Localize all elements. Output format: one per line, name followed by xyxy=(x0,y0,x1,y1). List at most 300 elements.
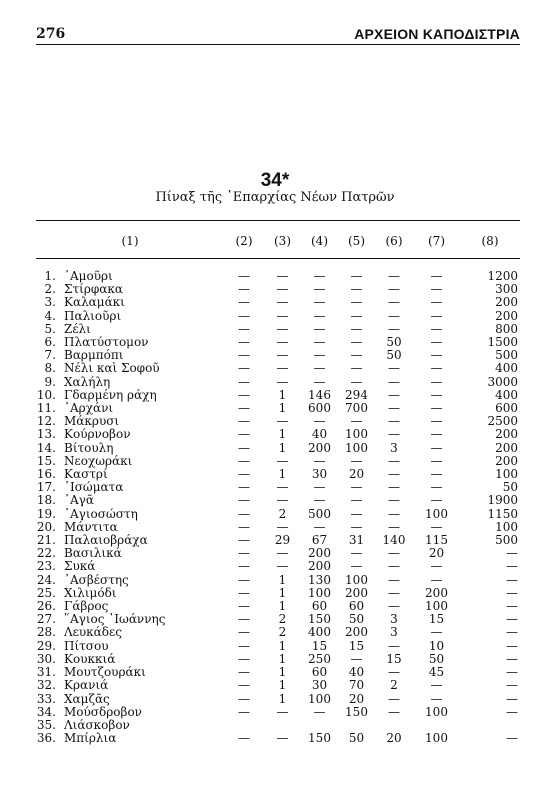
cell-col-4: 30 xyxy=(311,468,328,482)
cell-col-5: — xyxy=(350,494,363,508)
cell-col-3: 1 xyxy=(278,388,287,402)
cell-col-2: — xyxy=(238,520,250,534)
row-number: 36. xyxy=(36,732,56,746)
village-name: Βαρμπόπι xyxy=(64,349,124,363)
column-header-7: (7) xyxy=(428,234,445,248)
cell-col-3: — xyxy=(276,362,289,376)
cell-col-3: — xyxy=(276,309,289,323)
row-number: 18. xyxy=(36,494,56,508)
village-name: Νεοχωράκι xyxy=(64,454,133,468)
cell-col-7: — xyxy=(430,454,443,468)
row-number: 21. xyxy=(36,534,56,548)
header-rule xyxy=(36,44,520,45)
cell-col-2: — xyxy=(238,679,250,693)
cell-col-4: — xyxy=(313,375,326,389)
row-number: 35. xyxy=(36,718,56,732)
cell-col-3: — xyxy=(276,494,289,508)
table-row xyxy=(36,481,520,494)
cell-col-6: — xyxy=(388,428,400,442)
column-header-5: (5) xyxy=(348,234,365,248)
cell-col-7: 100 xyxy=(425,705,448,719)
table-row xyxy=(36,600,520,613)
table-row xyxy=(36,679,520,692)
cell-col-4: 60 xyxy=(311,600,328,614)
cell-col-8: — xyxy=(506,600,518,614)
village-name: Στίρφακα xyxy=(64,283,123,297)
row-number: 33. xyxy=(36,692,56,706)
village-name: Κουκκιά xyxy=(64,652,116,666)
cell-col-4: 100 xyxy=(308,586,331,600)
cell-col-5: 700 xyxy=(345,402,368,416)
village-name: Καστρί xyxy=(64,468,108,482)
cell-col-8: — xyxy=(506,652,518,666)
village-name: ᾿Ισώματα xyxy=(64,481,124,495)
cell-col-8: — xyxy=(506,613,518,627)
cell-col-3: 1 xyxy=(278,666,287,680)
row-number: 20. xyxy=(36,520,56,534)
cell-col-7: — xyxy=(430,573,443,587)
village-name: Κούρνοβον xyxy=(64,428,131,442)
cell-col-2: — xyxy=(238,349,250,363)
table-row xyxy=(36,521,520,534)
cell-col-2: — xyxy=(238,613,250,627)
cell-col-4: 15 xyxy=(311,639,328,653)
cell-col-6: 15 xyxy=(386,652,402,666)
cell-col-7: — xyxy=(430,309,443,323)
village-name: Λιάσκοβον xyxy=(64,718,130,732)
cell-col-4: 200 xyxy=(308,441,331,455)
cell-col-2: — xyxy=(238,336,250,350)
cell-col-3: 1 xyxy=(278,600,287,614)
cell-col-4: — xyxy=(313,270,326,283)
cell-col-3: — xyxy=(276,481,289,495)
cell-col-4: 600 xyxy=(308,402,331,416)
village-name: Μάκρυσι xyxy=(64,415,120,429)
cell-col-5: — xyxy=(350,520,363,534)
cell-col-2: — xyxy=(238,573,250,587)
column-header-3: (3) xyxy=(274,234,291,248)
cell-col-4: 130 xyxy=(308,573,331,587)
row-number: 17. xyxy=(36,481,56,495)
cell-col-2: — xyxy=(238,415,250,429)
cell-col-5: 294 xyxy=(345,388,368,402)
cell-col-8: — xyxy=(506,560,518,574)
cell-col-8: — xyxy=(506,573,518,587)
cell-col-6: 3 xyxy=(390,613,398,627)
row-number: 25. xyxy=(36,586,56,600)
cell-col-6: — xyxy=(388,520,400,534)
table-row xyxy=(36,574,520,587)
cell-col-3: — xyxy=(276,547,289,561)
cell-col-2: — xyxy=(238,388,250,402)
cell-col-7: — xyxy=(430,322,443,336)
village-name: Μπίρλια xyxy=(64,732,117,746)
cell-col-3 xyxy=(264,719,301,732)
cell-col-7: 115 xyxy=(425,534,448,548)
cell-col-3: — xyxy=(276,349,289,363)
cell-col-4: 400 xyxy=(308,626,331,640)
cell-col-8: 100 xyxy=(495,468,518,482)
cell-col-5: — xyxy=(350,336,363,350)
cell-col-3: — xyxy=(276,296,289,310)
cell-col-8: 3000 xyxy=(487,375,518,389)
cell-col-5: 15 xyxy=(348,639,365,653)
cell-col-3: 1 xyxy=(278,428,287,442)
cell-col-7: — xyxy=(430,441,443,455)
cell-col-4: — xyxy=(313,296,326,310)
cell-col-4: — xyxy=(313,520,326,534)
village-name: Μούσδροβον xyxy=(64,705,142,719)
cell-col-5: 70 xyxy=(348,679,365,693)
cell-col-5: — xyxy=(350,270,363,283)
cell-col-6: — xyxy=(388,494,400,508)
table-row xyxy=(36,626,520,639)
table-row xyxy=(36,283,520,296)
cell-col-6: — xyxy=(388,296,400,310)
cell-col-5: — xyxy=(350,481,363,495)
cell-col-8: 400 xyxy=(495,362,518,376)
cell-col-8: — xyxy=(506,586,518,600)
cell-col-3: — xyxy=(276,520,289,534)
cell-col-7: — xyxy=(430,270,443,283)
cell-col-6: — xyxy=(388,560,400,574)
cell-col-2: — xyxy=(238,534,250,548)
cell-col-5: 50 xyxy=(348,732,365,746)
row-number: 14. xyxy=(36,441,56,455)
cell-col-4: — xyxy=(313,336,326,350)
cell-col-6: — xyxy=(388,322,400,336)
row-number: 3. xyxy=(44,296,56,310)
table-row xyxy=(36,494,520,507)
cell-col-8: 1200 xyxy=(487,270,518,283)
cell-col-6: — xyxy=(388,388,400,402)
cell-col-8: — xyxy=(506,639,518,653)
row-number: 30. xyxy=(36,652,56,666)
cell-col-2: — xyxy=(238,705,250,719)
cell-col-2: — xyxy=(238,283,250,297)
cell-col-2: — xyxy=(238,428,250,442)
cell-col-2: — xyxy=(238,362,250,376)
table-row xyxy=(36,706,520,719)
village-name: Συκά xyxy=(64,560,96,574)
cell-col-7: 200 xyxy=(425,586,448,600)
cell-col-4: — xyxy=(313,349,326,363)
cell-col-6: — xyxy=(388,375,400,389)
document-title: Πίναξ τῆς ᾿Επαρχίας Νέων Πατρῶν xyxy=(155,190,395,205)
cell-col-2: — xyxy=(238,652,250,666)
row-number: 9. xyxy=(44,375,56,389)
cell-col-7 xyxy=(413,719,460,732)
cell-col-4: 500 xyxy=(308,507,331,521)
table-row xyxy=(36,323,520,336)
cell-col-4: — xyxy=(313,283,326,297)
row-number: 15. xyxy=(36,454,56,468)
village-name: Παλιοῦρι xyxy=(64,309,122,323)
cell-col-6: 3 xyxy=(390,441,398,455)
table-row xyxy=(36,547,520,560)
cell-col-7: — xyxy=(430,468,443,482)
table-row xyxy=(36,508,520,521)
cell-col-4: — xyxy=(313,322,326,336)
cell-col-7: 20 xyxy=(428,547,445,561)
cell-col-2: — xyxy=(238,296,250,310)
cell-col-7: — xyxy=(430,296,443,310)
cell-col-2: — xyxy=(238,586,250,600)
table-header-row xyxy=(36,226,520,256)
running-head: ΑΡΧΕΙΟΝ ΚΑΠΟΔΙΣΤΡΙΑ xyxy=(354,26,520,42)
cell-col-2: — xyxy=(238,441,250,455)
cell-col-8: 50 xyxy=(502,481,518,495)
table-row xyxy=(36,402,520,415)
row-number: 12. xyxy=(36,415,56,429)
page-number: 276 xyxy=(36,26,66,42)
cell-col-6: — xyxy=(388,283,400,297)
table-row xyxy=(36,732,520,745)
cell-col-8: 1900 xyxy=(487,494,518,508)
table-row xyxy=(36,389,520,402)
cell-col-7: — xyxy=(430,349,443,363)
cell-col-4: 200 xyxy=(308,560,331,574)
cell-col-5: — xyxy=(350,415,363,429)
cell-col-7: — xyxy=(430,626,443,640)
cell-col-6: — xyxy=(388,586,400,600)
cell-col-7: — xyxy=(430,692,443,706)
cell-col-6: — xyxy=(388,270,400,283)
cell-col-2: — xyxy=(238,322,250,336)
cell-col-7: — xyxy=(430,560,443,574)
cell-col-6: — xyxy=(388,481,400,495)
cell-col-4: 150 xyxy=(308,613,331,627)
cell-col-7: — xyxy=(430,402,443,416)
cell-col-6: — xyxy=(388,705,400,719)
row-number: 32. xyxy=(36,679,56,693)
cell-col-8 xyxy=(460,719,520,732)
cell-col-8: 200 xyxy=(495,296,518,310)
table-top-rule xyxy=(36,220,520,221)
cell-col-6: — xyxy=(388,547,400,561)
cell-col-3: — xyxy=(276,375,289,389)
village-name: ῞Αγιος ᾿Ιωάννης xyxy=(64,613,166,627)
cell-col-8: 600 xyxy=(495,402,518,416)
cell-col-3: 2 xyxy=(278,626,287,640)
document-number: 34* xyxy=(260,170,290,191)
cell-col-5: — xyxy=(350,296,363,310)
cell-col-6: — xyxy=(388,362,400,376)
cell-col-5: 100 xyxy=(345,428,368,442)
cell-col-8: 200 xyxy=(495,441,518,455)
cell-col-4: 200 xyxy=(308,547,331,561)
cell-col-5: — xyxy=(350,560,363,574)
row-number: 26. xyxy=(36,600,56,614)
village-name: Παλαιοβράχα xyxy=(64,534,148,548)
cell-col-8: — xyxy=(506,679,518,693)
cell-col-7: 10 xyxy=(428,639,445,653)
cell-col-8: 200 xyxy=(495,428,518,442)
cell-col-4: — xyxy=(313,415,326,429)
cell-col-3: — xyxy=(276,415,289,429)
cell-col-8: 2500 xyxy=(487,415,518,429)
row-number: 13. xyxy=(36,428,56,442)
cell-col-2: — xyxy=(238,507,250,521)
row-number: 6. xyxy=(44,336,56,350)
row-number: 22. xyxy=(36,547,56,561)
table-row xyxy=(36,640,520,653)
cell-col-6: — xyxy=(388,468,400,482)
table-row xyxy=(36,336,520,349)
row-number: 16. xyxy=(36,468,56,482)
cell-col-5: — xyxy=(350,375,363,389)
row-number: 19. xyxy=(36,507,56,521)
village-name: ᾿Αγᾶ xyxy=(64,494,94,508)
village-name: ᾿Ασβέστης xyxy=(64,573,129,587)
cell-col-3: 2 xyxy=(278,507,287,521)
table-row xyxy=(36,587,520,600)
cell-col-8: 800 xyxy=(495,322,518,336)
cell-col-7: — xyxy=(430,679,443,693)
village-name: Χιλιμόδι xyxy=(64,586,117,600)
village-name: Νέλι καὶ Σοφοῦ xyxy=(64,362,160,376)
row-number: 29. xyxy=(36,639,56,653)
cell-col-3: — xyxy=(276,705,289,719)
cell-col-5: 100 xyxy=(345,441,368,455)
village-name: Κρανιά xyxy=(64,679,109,693)
cell-col-6: — xyxy=(388,692,400,706)
cell-col-7: — xyxy=(430,415,443,429)
cell-col-5: — xyxy=(350,322,363,336)
cell-col-4: 250 xyxy=(308,652,331,666)
cell-col-5: — xyxy=(350,547,363,561)
cell-col-5 xyxy=(338,719,375,732)
cell-col-2 xyxy=(224,719,264,732)
cell-col-2: — xyxy=(238,547,250,561)
village-name: Λευκάδες xyxy=(64,626,122,640)
row-number: 8. xyxy=(44,362,56,376)
cell-col-8: 200 xyxy=(495,309,518,323)
cell-col-8: 200 xyxy=(495,454,518,468)
column-header-8: (8) xyxy=(481,234,499,248)
cell-col-5: 50 xyxy=(348,613,365,627)
cell-col-4: — xyxy=(313,705,326,719)
village-name: Χαμζᾶς xyxy=(64,692,110,706)
cell-col-4: 146 xyxy=(308,388,331,402)
cell-col-6: — xyxy=(388,309,400,323)
table-row xyxy=(36,310,520,323)
cell-col-4 xyxy=(301,719,338,732)
column-header-1: (1) xyxy=(121,234,139,248)
village-name: Γάβρος xyxy=(64,600,109,614)
cell-col-2: — xyxy=(238,454,250,468)
cell-col-7: — xyxy=(430,428,443,442)
cell-col-4: — xyxy=(313,309,326,323)
cell-col-5: — xyxy=(350,283,363,297)
cell-col-4: 150 xyxy=(308,732,331,746)
row-number: 27. xyxy=(36,613,56,627)
cell-col-5: 20 xyxy=(348,468,365,482)
cell-col-5: 20 xyxy=(348,692,365,706)
cell-col-6: 2 xyxy=(390,679,398,693)
table-row xyxy=(36,693,520,706)
cell-col-7: — xyxy=(430,481,443,495)
province-table xyxy=(36,226,520,745)
row-number: 4. xyxy=(44,309,56,323)
table-body xyxy=(36,270,520,745)
row-number: 28. xyxy=(36,626,56,640)
cell-col-7: — xyxy=(430,388,443,402)
row-number: 5. xyxy=(44,322,56,336)
village-name: Πίτσου xyxy=(64,639,109,653)
cell-col-2: — xyxy=(238,481,250,495)
cell-col-8: — xyxy=(506,666,518,680)
cell-col-6: — xyxy=(388,415,400,429)
cell-col-6: 50 xyxy=(386,349,402,363)
cell-col-2: — xyxy=(238,375,250,389)
row-number: 31. xyxy=(36,666,56,680)
column-header-6: (6) xyxy=(385,234,403,248)
table-row xyxy=(36,455,520,468)
cell-col-4: 60 xyxy=(311,666,328,680)
cell-col-4: 40 xyxy=(311,428,328,442)
cell-col-6: — xyxy=(388,639,400,653)
cell-col-5: 31 xyxy=(348,534,365,548)
column-header-2: (2) xyxy=(235,234,253,248)
village-name: ᾿Αρχάνι xyxy=(64,402,114,416)
cell-col-8: — xyxy=(506,547,518,561)
table-row xyxy=(36,442,520,455)
cell-col-6: — xyxy=(388,454,400,468)
cell-col-7: 45 xyxy=(428,666,445,680)
cell-col-8: 500 xyxy=(495,349,518,363)
village-name: Πλατύστομον xyxy=(64,336,149,350)
cell-col-3: 1 xyxy=(278,679,287,693)
cell-col-3: — xyxy=(276,322,289,336)
cell-col-6: — xyxy=(388,666,400,680)
row-number: 2. xyxy=(44,283,56,297)
cell-col-3: — xyxy=(276,336,289,350)
row-number: 34. xyxy=(36,705,56,719)
cell-col-2: — xyxy=(238,560,250,574)
table-row xyxy=(36,719,520,732)
cell-col-7: — xyxy=(430,494,443,508)
table-row xyxy=(36,296,520,309)
cell-col-6: 50 xyxy=(386,336,402,350)
village-name: Καλαμάκι xyxy=(64,296,125,310)
cell-col-5: — xyxy=(350,652,363,666)
table-row xyxy=(36,653,520,666)
table-row xyxy=(36,428,520,441)
cell-col-2: — xyxy=(238,270,250,283)
cell-col-3: 1 xyxy=(278,692,287,706)
cell-col-7: — xyxy=(430,375,443,389)
table-row xyxy=(36,270,520,283)
cell-col-6: — xyxy=(388,600,400,614)
table-row xyxy=(36,560,520,573)
village-name: Μάντιτα xyxy=(64,520,118,534)
village-name: Χαλήλη xyxy=(64,375,111,389)
table-row xyxy=(36,468,520,481)
cell-col-2: — xyxy=(238,732,250,746)
cell-col-8: 500 xyxy=(495,534,518,548)
cell-col-2: — xyxy=(238,666,250,680)
village-name: Μουτζουράκι xyxy=(64,666,146,680)
cell-col-2: — xyxy=(238,309,250,323)
cell-col-8: — xyxy=(506,732,518,746)
table-row xyxy=(36,349,520,362)
cell-col-6: 3 xyxy=(390,626,398,640)
cell-col-7: 50 xyxy=(428,652,445,666)
cell-col-5: 60 xyxy=(348,600,365,614)
cell-col-5: — xyxy=(350,362,363,376)
cell-col-2: — xyxy=(238,626,250,640)
